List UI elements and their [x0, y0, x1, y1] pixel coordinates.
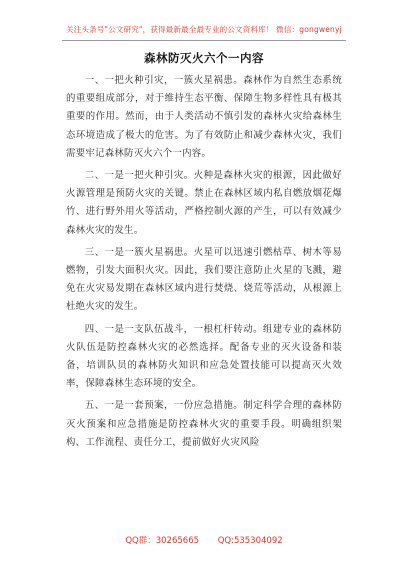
footer-qq-number: QQ:535304092 [217, 536, 283, 546]
paragraph-1: 一、一把火种引灾，一簇火星祸患。森林作为自然生态系统的重要组成部分，对于维持生态平衡、保障生物多样性具有极其重要的作用。然而，由于人类活动不慎引发的森林火灾给森林生态环境造成了极大的危害。为了有效防止和减少森林火灾，我们需要牢记森林防灭火六个一内容。 [66, 75, 342, 159]
document-body [66, 72, 342, 456]
header-divider [62, 40, 346, 41]
paragraph-2: 二、一是一把火种引灾。火种是森林火灾的根源，因此做好火源管理是预防火灾的关键。禁止在森林区域内私自燃放烟花爆竹、进行野外用火等活动，严格控制火源的产生，可以有效减少森林火灾的发生。 [66, 170, 342, 236]
paragraph-3: 三、一是一簇火星祸患。火星可以迅速引燃枯草、树木等易燃物，引发大面积火灾。因此，我们要注意防止火星的飞溅，避免在火灾易发期在森林区域内进行焚烧、烧荒等活动，从根源上杜绝火灾的发生。 [66, 246, 342, 313]
footer-contact [0, 534, 408, 546]
document-title: 森林防灭火六个一内容 [144, 51, 264, 65]
paragraph-4: 四、一是一支队伍战斗，一根杠杆转动。组建专业的森林防火队伍是防控森林火灾的必然选择。配备专业的灭火设备和装备，培训队员的森林防火知识和应急处置技能可以提高灭火效率，保障森林生态环境的安全。 [66, 323, 342, 390]
paragraph-5: 五、一是一套预案，一份应急措施。制定科学合理的森林防灭火预案和应急措施是防控森林火灾的重要手段。明确组织架构、工作流程、责任分工，提前做好火灾风险 [66, 400, 342, 448]
header-promo-note: 关注头条号"公文研究"，获得最新最全最专业的公文资料库！ 微信：gongwenyj [66, 25, 342, 34]
footer-qq-group: QQ群：30265665 [125, 536, 200, 546]
